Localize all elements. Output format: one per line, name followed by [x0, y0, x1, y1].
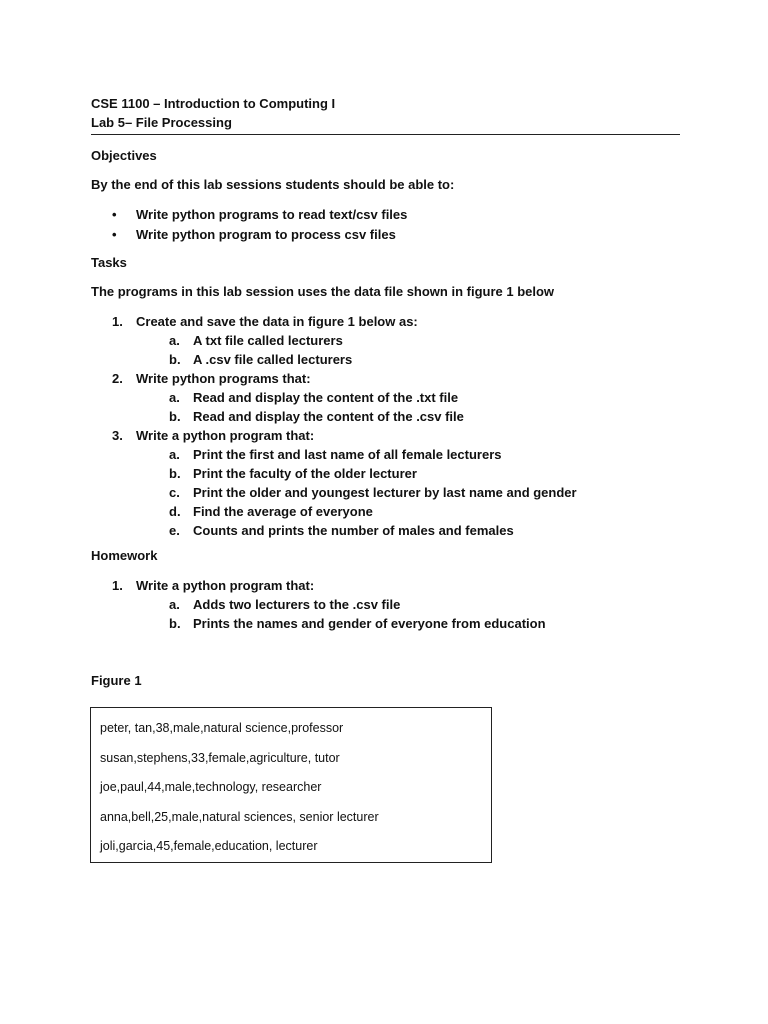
item-letter: a. — [169, 597, 180, 612]
homework-heading: Homework — [91, 548, 158, 563]
subtask-text: Adds two lecturers to the .csv file — [193, 597, 401, 612]
list-item — [169, 350, 577, 369]
figure-label: Figure 1 — [91, 673, 142, 688]
item-letter: c. — [169, 485, 180, 500]
item-letter: a. — [169, 333, 180, 348]
list-item — [169, 407, 577, 426]
figure-data-box — [90, 707, 492, 863]
subtask-text: Counts and prints the number of males and females — [193, 523, 514, 538]
subtask-text: Read and display the content of the .csv file — [193, 409, 464, 424]
list-item — [112, 576, 546, 633]
list-item — [169, 502, 577, 521]
homework-sublist — [136, 595, 546, 633]
item-letter: b. — [169, 352, 181, 367]
item-number: 1. — [112, 314, 123, 329]
item-letter: b. — [169, 466, 181, 481]
item-letter: e. — [169, 523, 180, 538]
task-sublist — [136, 388, 577, 426]
subtask-text: A .csv file called lecturers — [193, 352, 353, 367]
tasks-intro: The programs in this lab session uses the data file shown in figure 1 below — [91, 284, 555, 299]
objective-text: Write python programs to read text/csv files — [136, 207, 408, 222]
subtask-text: A txt file called lecturers — [193, 333, 343, 348]
tasks-heading: Tasks — [91, 255, 127, 270]
list-item — [112, 312, 577, 369]
objective-text: Write python program to process csv files — [136, 227, 396, 242]
item-letter: a. — [169, 390, 180, 405]
document-header — [91, 94, 680, 135]
subtask-text: Print the older and youngest lecturer by last name and gender — [193, 485, 577, 500]
item-letter: d. — [169, 504, 181, 519]
subtask-text: Prints the names and gender of everyone from education — [193, 616, 546, 631]
list-item — [169, 595, 546, 614]
item-number: 1. — [112, 578, 123, 593]
task-sublist — [136, 331, 577, 369]
item-letter: a. — [169, 447, 180, 462]
task-text: Create and save the data in figure 1 below as: — [136, 314, 418, 329]
data-line: joe,paul,44,male,technology, researcher — [100, 780, 322, 794]
list-item — [112, 225, 407, 245]
bullet-icon: • — [112, 207, 117, 222]
list-item — [169, 614, 546, 633]
objectives-list — [112, 205, 407, 245]
list-item — [112, 369, 577, 426]
objectives-intro: By the end of this lab sessions students should be able to: — [91, 177, 455, 192]
item-letter: b. — [169, 409, 181, 424]
task-sublist — [136, 445, 577, 540]
task-text: Write python programs that: — [136, 371, 311, 386]
data-line: anna,bell,25,male,natural sciences, senior lecturer — [100, 809, 379, 824]
course-title: CSE 1100 – Introduction to Computing I — [91, 96, 336, 111]
list-item — [112, 205, 407, 225]
homework-text: Write a python program that: — [136, 578, 315, 593]
item-number: 3. — [112, 428, 123, 443]
bullet-icon: • — [112, 227, 117, 242]
subtask-text: Print the first and last name of all female lecturers — [193, 447, 502, 462]
list-item — [169, 331, 577, 350]
subtask-text: Find the average of everyone — [193, 504, 373, 519]
list-item — [169, 464, 577, 483]
item-letter: b. — [169, 616, 181, 631]
list-item — [169, 521, 577, 540]
task-text: Write a python program that: — [136, 428, 315, 443]
homework-list — [112, 576, 546, 633]
lab-title: Lab 5– File Processing — [91, 115, 232, 130]
data-line: joli,garcia,45,female,education, lecturer — [100, 839, 318, 853]
subtask-text: Print the faculty of the older lecturer — [193, 466, 417, 481]
data-line: peter, tan,38,male,natural science,professor — [100, 721, 344, 735]
list-item — [169, 483, 577, 502]
item-number: 2. — [112, 371, 123, 386]
objectives-heading: Objectives — [91, 148, 157, 163]
list-item — [169, 445, 577, 464]
subtask-text: Read and display the content of the .txt file — [193, 390, 459, 405]
tasks-list — [112, 312, 577, 540]
list-item — [112, 426, 577, 540]
list-item — [169, 388, 577, 407]
data-line: susan,stephens,33,female,agriculture, tutor — [100, 750, 340, 765]
